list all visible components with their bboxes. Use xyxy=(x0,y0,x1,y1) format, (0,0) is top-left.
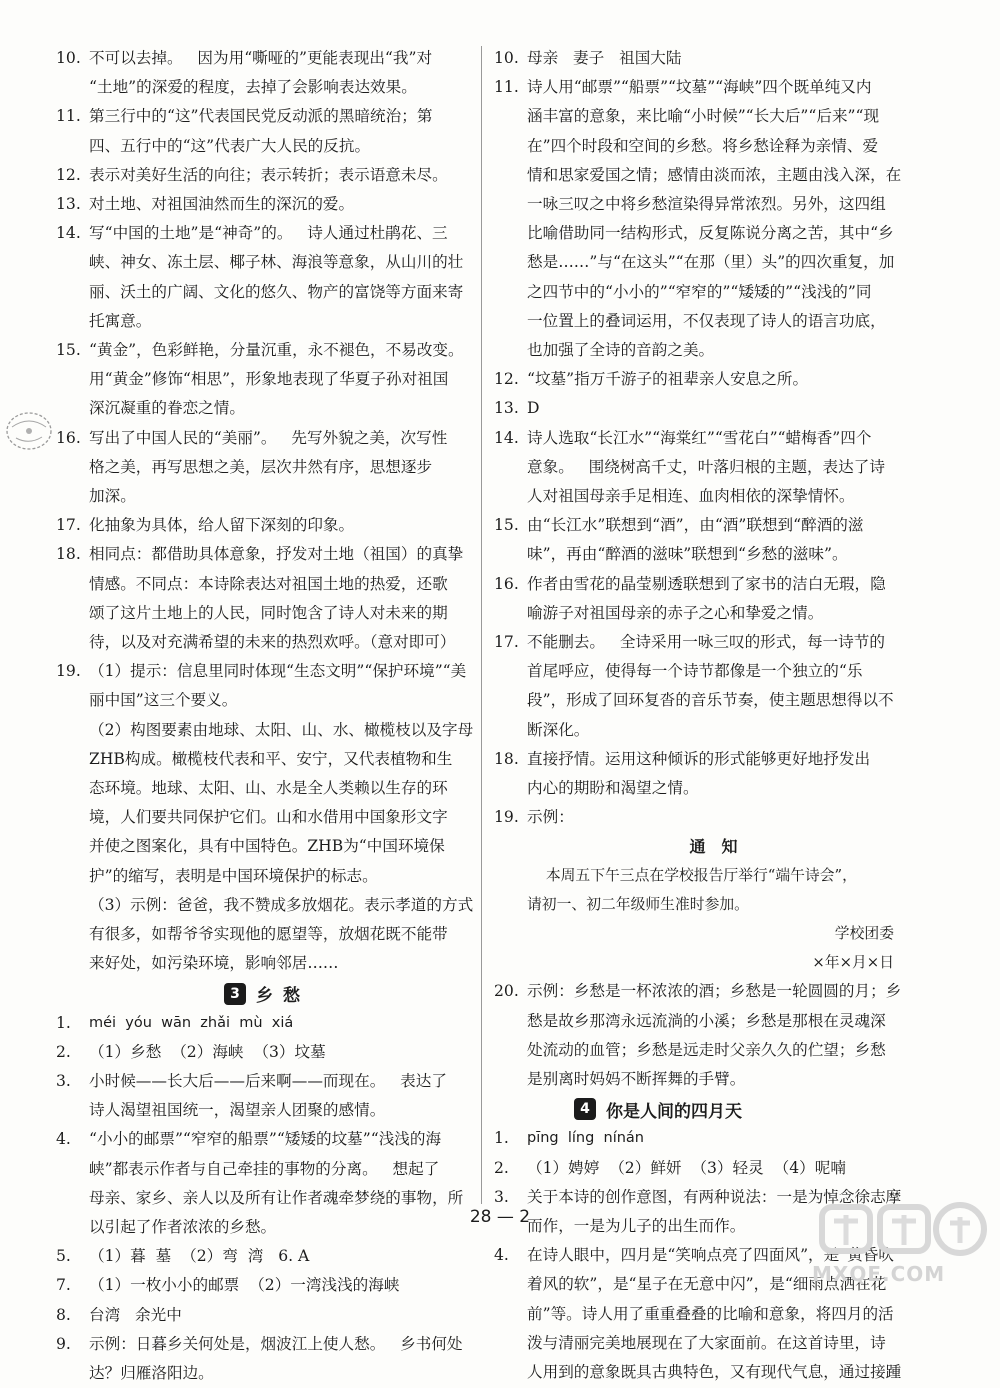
answer-text xyxy=(89,424,470,512)
answer-text xyxy=(89,190,470,219)
answer-number: 10. xyxy=(56,49,81,67)
answer-line: 不可以去掉。 因为用“嘶哑的”更能表现出“我”对 xyxy=(89,49,433,67)
answer-number: 4. xyxy=(56,1130,71,1149)
answer-line: 峡”都表示作者与自己牵挂的事物的分离。 想起了 xyxy=(89,1159,440,1178)
answer-text xyxy=(89,1271,470,1300)
answer-line: 母亲、家乡、亲人以及所有让作者魂牵梦绕的事物，所 xyxy=(89,1188,464,1207)
answer-line: 达？归雁洛阳边。 xyxy=(89,1363,214,1382)
answer-line: 断深化。 xyxy=(527,720,590,739)
answer-line: 待，以及对充满希望的未来的热烈欢呼。（意对即可） xyxy=(89,633,456,652)
answer-number: 14. xyxy=(56,224,81,243)
answer-line: 人对祖国母亲手足相连、血肉相依的深挚情怀。 xyxy=(527,487,855,506)
answer-text xyxy=(89,336,470,424)
answer-text xyxy=(89,511,470,540)
answer-text xyxy=(527,365,916,394)
answer-number: 1. xyxy=(56,1013,71,1032)
answer-number: 9. xyxy=(56,1334,71,1353)
answer-line: 颂了这片土地上的人民，同时饱含了诗人对未来的期 xyxy=(89,603,448,622)
answer-text xyxy=(89,44,470,102)
answer-text xyxy=(527,570,916,628)
answer-item xyxy=(56,1330,470,1388)
answer-item xyxy=(56,1038,470,1067)
answer-line: 示例： xyxy=(527,808,574,827)
answer-line: 格之美，再写思想之美，层次井然有序，思想逐步 xyxy=(89,457,433,476)
answer-line: 意象。 围绕树高千丈，叶落归根的主题，表达了诗 xyxy=(527,457,885,476)
answer-line: （3）示例：爸爸，我不赞成多放烟花。表示孝道的方式 xyxy=(89,895,474,914)
answer-line: 是别离时妈妈不断挥舞的手臂。 xyxy=(527,1070,746,1089)
answer-item xyxy=(494,745,916,803)
answer-item xyxy=(56,1009,470,1038)
answer-item xyxy=(494,424,916,512)
answer-text xyxy=(89,1330,470,1388)
answer-line: 不能删去。 全诗采用一咏三叹的形式，每一诗节的 xyxy=(527,633,885,652)
answer-line: 用“黄金”修饰“相思”，形象地表现了华夏子孙对祖国 xyxy=(89,370,449,389)
answer-line: 也加强了全诗的音韵之美。 xyxy=(527,341,715,360)
answer-line: 作者由雪花的晶莹剔透联想到了家书的洁白无瑕，隐 xyxy=(527,574,886,593)
answer-number: 8. xyxy=(56,1305,71,1324)
answer-number: 5. xyxy=(56,1247,71,1266)
answer-line: 诗人渴望祖国统一，渴望亲人团聚的感情。 xyxy=(89,1101,386,1120)
answer-line: 直接抒情。运用这种倾诉的形式能够更好地抒发出 xyxy=(527,749,871,768)
answer-item xyxy=(56,1271,470,1300)
answer-number: 10. xyxy=(494,49,519,67)
answer-line: 峡、神女、冻土层、椰子林、海浪等意象，从山川的壮 xyxy=(89,253,464,272)
answer-line: 加深。 xyxy=(89,487,136,506)
answer-item xyxy=(494,394,916,423)
answer-item xyxy=(56,44,470,102)
answer-text xyxy=(527,44,916,73)
answer-line: ZHB构成。橄榄枝代表和平、安宁，又代表植物和生 xyxy=(89,749,453,768)
answer-line: 态环境。地球、太阳、山、水是全人类赖以生存的环 xyxy=(89,779,448,798)
answer-line: 内心的期盼和渴望之情。 xyxy=(527,779,699,798)
answer-number: 14. xyxy=(494,428,519,447)
answer-line: 以引起了作者浓浓的乡愁。 xyxy=(89,1217,277,1236)
section-heading xyxy=(494,1094,916,1124)
answer-line: 在”四个时段和空间的乡愁。将乡愁诠释为亲情、爱 xyxy=(527,136,879,155)
answer-line: 小时候——长大后——后来啊——而现在。 表达了 xyxy=(89,1071,447,1090)
answer-line: （1）娉婷 （2）鲜妍 （3）轻灵 （4）呢喃 xyxy=(527,1158,846,1177)
answer-text xyxy=(89,219,470,336)
answer-item xyxy=(494,628,916,745)
answer-number: 2. xyxy=(56,1042,71,1061)
answer-text xyxy=(89,1242,470,1271)
answer-text xyxy=(89,1301,470,1330)
answer-text xyxy=(527,1154,916,1183)
answer-line: 并使之图案化，具有中国特色。ZHB为“中国环境保 xyxy=(89,837,445,856)
answer-number: 4. xyxy=(494,1246,509,1265)
answer-line: 化抽象为具体，给人留下深刻的印象。 xyxy=(89,516,355,535)
answer-number: 12. xyxy=(494,370,519,389)
answer-item xyxy=(494,511,916,569)
answer-line: 对土地、对祖国油然而生的深沉的爱。 xyxy=(89,195,355,214)
answer-line: 诗人选取“长江水”“海棠红”“雪花白”“蜡梅香”四个 xyxy=(527,428,872,447)
answer-line: “土地”的深爱的程度，去掉了会影响表达效果。 xyxy=(89,78,417,97)
answer-item xyxy=(56,190,470,219)
answer-line: 比喻借助同一结构形式，反复陈说分离之苦，其中“乡 xyxy=(527,224,894,243)
answer-number: 16. xyxy=(56,428,81,447)
answer-line: 关于本诗的创作意图，有两种说法：一是为悼念徐志摩 xyxy=(527,1187,902,1206)
answer-text xyxy=(527,745,916,803)
answer-line: 深沉凝重的眷恋之情。 xyxy=(89,399,245,418)
answer-text xyxy=(527,1124,916,1153)
answer-text xyxy=(89,1125,470,1242)
answer-line: 护”的缩写，表明是中国环境保护的标志。 xyxy=(89,866,378,885)
answer-item xyxy=(56,540,470,657)
answer-item xyxy=(494,570,916,628)
answer-item xyxy=(56,1242,470,1271)
answer-number: 7. xyxy=(56,1276,71,1295)
answer-item xyxy=(56,657,474,978)
answer-text xyxy=(527,977,916,1094)
answer-line: 相同点：都借助具体意象，抒发对土地（祖国）的真挚 xyxy=(89,545,464,564)
answer-number: 19. xyxy=(494,808,519,827)
answer-text xyxy=(89,1038,470,1067)
answer-line: 示例：乡愁是一杯浓浓的酒；乡愁是一轮圆圆的月；乡 xyxy=(527,982,902,1001)
watermark-url: MXQE.COM xyxy=(812,1262,946,1286)
answer-line: 之四节中的“小小的”“窄窄的”“矮矮的”“浅浅的”同 xyxy=(527,282,872,301)
answer-line: 有很多，如帮爷爷实现他的愿望等，放烟花既不能带 xyxy=(89,925,448,944)
answer-item xyxy=(494,73,916,365)
answer-line: 由“长江水”联想到“酒”，由“酒”联想到“醉酒的滋 xyxy=(527,516,864,535)
answer-line: 喻游子对祖国母亲的赤子之心和挚爱之情。 xyxy=(527,603,824,622)
answer-line: 写“中国的土地”是“神奇”的。 诗人通过杜鹃花、三 xyxy=(89,224,448,243)
answer-number: 19. xyxy=(56,662,81,681)
answer-line: 来好处，如污染环境，影响邻居…… xyxy=(89,954,339,973)
left-column xyxy=(56,44,474,1388)
section-number-badge: 3 xyxy=(224,983,246,1005)
answer-line: 台湾 余光中 xyxy=(89,1305,182,1324)
answer-text xyxy=(527,394,916,423)
answer-line: 味”，再由“醉酒的滋味”联想到“乡愁的滋味”。 xyxy=(527,545,848,564)
notice-organization: 学校团委 xyxy=(834,925,894,943)
answer-line: 一位置上的叠词运用，不仅表现了诗人的语言功底， xyxy=(527,311,886,330)
section-heading xyxy=(56,979,470,1009)
answer-line: 涵丰富的意象，来比喻“小时候”“长大后”“后来”“现 xyxy=(527,107,880,126)
notice-title: 通知 xyxy=(689,837,754,857)
answer-item xyxy=(494,803,916,832)
pinyin-answer: méi yóu wān zhǎi mù xiá xyxy=(89,1014,294,1031)
answer-line: 境，人们要共同保护它们。山和水借用中国象形文字 xyxy=(89,808,448,827)
answer-number: 13. xyxy=(56,195,81,214)
answer-text xyxy=(89,1009,470,1038)
answer-item xyxy=(56,1301,470,1330)
answer-text xyxy=(89,102,470,160)
answer-item xyxy=(56,336,470,424)
notice-date: ×年×月×日 xyxy=(812,954,894,972)
answer-line: 在诗人眼中，四月是“笑响点亮了四面风”，是“黄昏吹 xyxy=(527,1246,894,1265)
answer-item xyxy=(56,511,470,540)
notice-block xyxy=(527,832,916,977)
answer-number: 17. xyxy=(56,516,81,535)
answer-line: 前”等。诗人用了重重叠叠的比喻和意象，将四月的活 xyxy=(527,1304,894,1323)
section-title: 乡 愁 xyxy=(256,986,302,1006)
answer-number: 3. xyxy=(56,1071,71,1090)
answer-text xyxy=(527,803,916,832)
right-column xyxy=(494,44,916,1387)
answer-line: D xyxy=(527,399,540,418)
answer-text xyxy=(527,511,916,569)
answer-line: 愁是故乡那湾永远流淌的小溪；乡愁是那根在灵魂深 xyxy=(527,1011,886,1030)
answer-line: “黄金”，色彩鲜艳，分量沉重，永不褪色，不易改变。 xyxy=(89,341,464,360)
answer-text xyxy=(527,628,916,745)
answer-line: 第三行中的“这”代表国民党反动派的黑暗统治；第 xyxy=(89,107,433,126)
answer-line: 处流动的血管；乡愁是远走时父亲久久的伫望；乡愁 xyxy=(527,1040,886,1059)
answer-text xyxy=(89,657,473,978)
answer-text xyxy=(89,1067,470,1125)
answer-number: 15. xyxy=(56,341,81,360)
margin-stamp-icon xyxy=(2,405,58,457)
answer-line: 首尾呼应，使得每一个诗节都像是一个独立的“乐 xyxy=(527,662,863,681)
answer-number: 12. xyxy=(56,165,81,184)
answer-line: 丽中国”这三个要义。 xyxy=(89,691,238,710)
answer-number: 18. xyxy=(56,545,81,564)
answer-item xyxy=(56,1125,470,1242)
answer-item xyxy=(494,1124,916,1153)
answer-item xyxy=(494,1154,916,1183)
answer-number: 1. xyxy=(494,1129,509,1148)
answer-number: 15. xyxy=(494,516,519,535)
column-divider xyxy=(481,46,482,1204)
answer-line: 而作，一是为儿子的出生而作。 xyxy=(527,1216,746,1235)
answer-line: 泼与清丽完美地展现在了大家面前。在这首诗里，诗 xyxy=(527,1333,886,1352)
answer-line: 表示对美好生活的向往；表示转折；表示语意未尽。 xyxy=(89,165,448,184)
answer-item xyxy=(56,424,470,512)
answer-line: （1）暮 墓 （2）弯 湾 6. A xyxy=(89,1247,310,1266)
answer-line: 情感。不同点：本诗除表达对祖国土地的热爱，还歌 xyxy=(89,574,448,593)
answer-item xyxy=(56,161,470,190)
pinyin-answer: pīng líng nínán xyxy=(527,1130,644,1147)
answer-number: 13. xyxy=(494,399,519,418)
answer-number: 20. xyxy=(494,982,519,1001)
answer-line: 情和思家爱国之情；感情由淡而浓，主题由浅入深，在 xyxy=(527,165,902,184)
answer-line: 段”，形成了回环复沓的音乐节奏，使主题思想得以不 xyxy=(527,691,894,710)
answer-text xyxy=(89,540,470,657)
answer-text xyxy=(527,73,916,365)
answer-item xyxy=(56,1067,470,1125)
answer-number: 18. xyxy=(494,749,519,768)
answer-line: 愁是……”与“在这头”“在那（里）头”的四次重复，加 xyxy=(527,253,895,272)
answer-line: （1）乡愁 （2）海峡 （3）坟墓 xyxy=(89,1042,326,1061)
answer-item xyxy=(494,365,916,394)
page-number: 28 — 2 xyxy=(469,1207,531,1227)
answer-line: 托寓意。 xyxy=(89,311,152,330)
answer-line: 丽、沃土的广阔、文化的悠久、物产的富饶等方面来寄 xyxy=(89,282,464,301)
answer-text xyxy=(527,424,916,512)
answer-item xyxy=(56,102,470,160)
answer-line: 着风的软”，是“星子在无意中闪”，是“细雨点洒在花 xyxy=(527,1275,887,1294)
answer-line: 写出了中国人民的“美丽”。 先写外貌之美，次写性 xyxy=(89,428,448,447)
answer-text xyxy=(89,161,470,190)
notice-body-line: 本周五下午三点在学校报告厅举行“端午诗会”， xyxy=(527,867,857,885)
answer-line: 人用到的意象既具古典特色，又有现代气息，通过接踵 xyxy=(527,1362,902,1381)
answer-line: “小小的邮票”“窄窄的船票”“矮矮的坟墓”“浅浅的海 xyxy=(89,1130,442,1149)
notice-body-line: 请初一、初二年级师生准时参加。 xyxy=(527,896,749,914)
section-title: 你是人间的四月天 xyxy=(606,1101,742,1122)
answer-number: 16. xyxy=(494,574,519,593)
answer-line: （1）提示：信息里同时体现“生态文明”“保护环境”“美 xyxy=(89,662,467,681)
answer-line: 诗人用“邮票”“船票”“坟墓”“海峡”四个既单纯又内 xyxy=(527,78,872,97)
answer-number: 17. xyxy=(494,633,519,652)
answer-line: 母亲 妻子 祖国大陆 xyxy=(527,49,682,67)
answer-number: 11. xyxy=(494,78,519,97)
answer-number: 3. xyxy=(494,1187,509,1206)
answer-line: （2）构图要素由地球、太阳、山、水、橄榄枝以及字母 xyxy=(89,720,474,739)
answer-line: 示例：日暮乡关何处是，烟波江上使人愁。 乡书何处 xyxy=(89,1334,463,1353)
answer-number: 2. xyxy=(494,1158,509,1177)
answer-line: 一咏三叹之中将乡愁渲染得异常浓烈。另外，这四组 xyxy=(527,195,886,214)
answer-item xyxy=(56,219,470,336)
answer-line: （1）一枚小小的邮票 （2）一湾浅浅的海峡 xyxy=(89,1276,400,1295)
section-number-badge: 4 xyxy=(574,1098,596,1120)
answer-line: “坟墓”指万千游子的祖辈亲人安息之所。 xyxy=(527,370,809,389)
answer-item xyxy=(494,44,916,73)
answer-line: 四、五行中的“这”代表广大人民的反抗。 xyxy=(89,136,371,155)
answer-number: 11. xyxy=(56,107,81,126)
answer-item xyxy=(494,977,916,1094)
